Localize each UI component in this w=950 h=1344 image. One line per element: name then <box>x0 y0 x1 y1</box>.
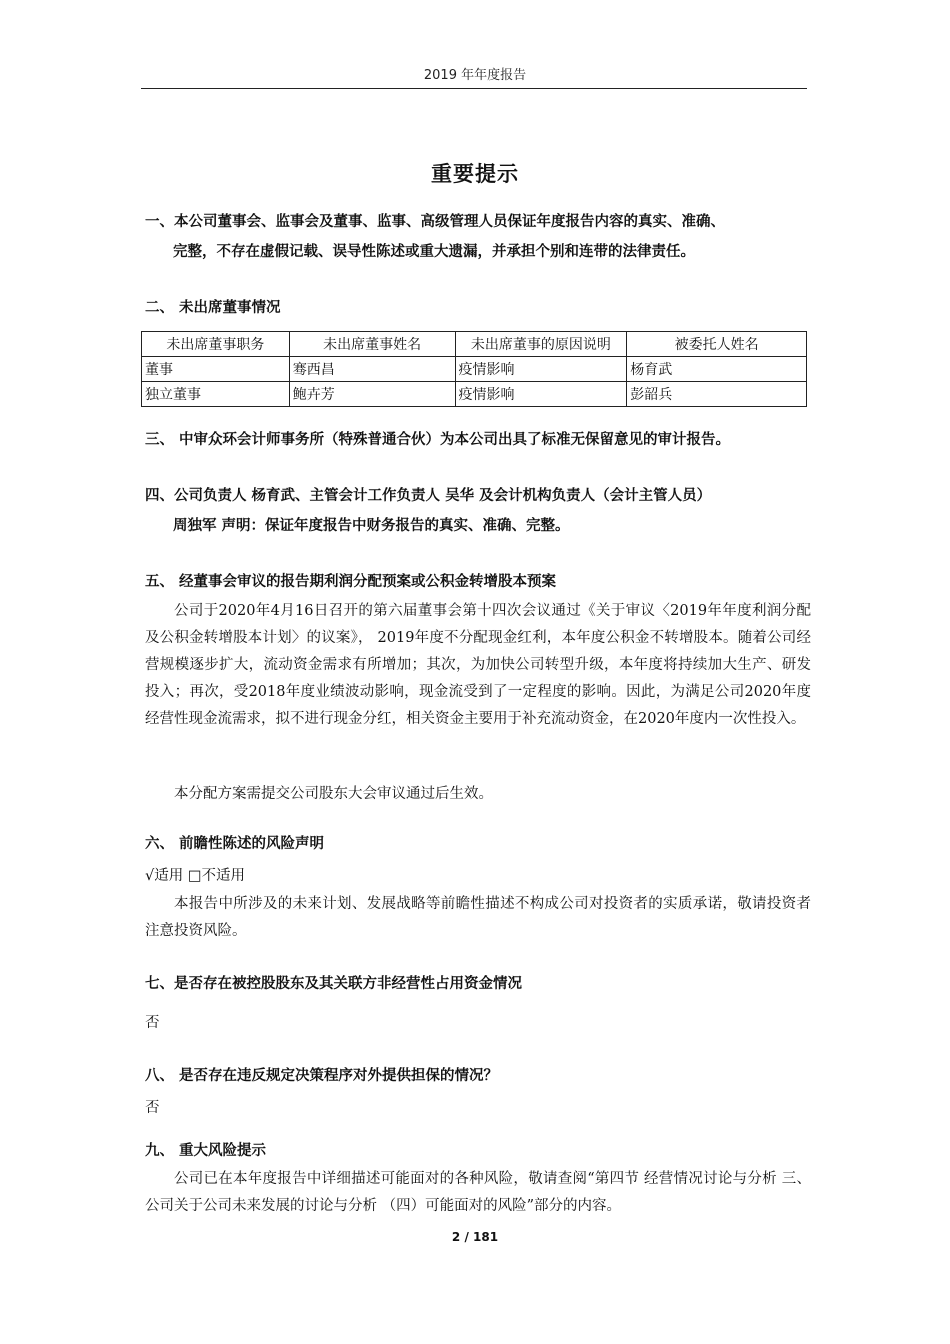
column-header: 未出席董事的原因说明 <box>455 332 627 357</box>
section-9-paragraph: 公司已在本年度报告中详细描述可能面对的各种风险，敬请查阅“第四节 经营情况讨论与分析 三、公司关于公司未来发展的讨论与分析 （四）可能面对的风险”部分的内容。 <box>145 1171 811 1214</box>
table-cell: 独立董事 <box>142 382 290 407</box>
table-cell: 疫情影响 <box>455 357 627 382</box>
section-3: 三、 中审众环会计师事务所（特殊普通合伙）为本公司出具了标准无保留意见的审计报告。 <box>145 432 731 448</box>
table-cell: 杨育武 <box>627 357 807 382</box>
table-cell: 鲍卉芳 <box>289 382 455 407</box>
section-4-line-1: 四、公司负责人 杨育武、主管会计工作负责人 吴华 及会计机构负责人（会计主管人员） <box>145 488 712 504</box>
section-4 <box>145 481 811 541</box>
page-number: 2 / 181 <box>451 1230 499 1244</box>
running-header: 2019 年年度报告 <box>423 68 527 83</box>
column-header: 被委托人姓名 <box>627 332 807 357</box>
table-cell: 董事 <box>142 357 290 382</box>
table-row <box>142 382 807 407</box>
section-7-heading: 七、是否存在被控股股东及其关联方非经营性占用资金情况 <box>145 976 522 992</box>
section-8-answer: 否 <box>145 1100 160 1116</box>
table-cell: 疫情影响 <box>455 382 627 407</box>
section-6-paragraph: 本报告中所涉及的未来计划、发展战略等前瞻性描述不构成公司对投资者的实质承诺，敬请投资者注意投资风险。 <box>145 896 811 939</box>
applicability-options: √适用 □不适用 <box>145 868 246 884</box>
page-title: 重要提示 <box>431 162 519 186</box>
section-1-line-2: 完整，不存在虚假记载、误导性陈述或重大遗漏，并承担个别和连带的法律责任。 <box>173 244 695 260</box>
section-7-answer: 否 <box>145 1015 160 1031</box>
section-5-note: 本分配方案需提交公司股东大会审议通过后生效。 <box>174 786 493 802</box>
section-9-heading: 九、 重大风险提示 <box>145 1143 267 1159</box>
section-2-heading: 二、 未出席董事情况 <box>145 300 281 316</box>
section-5-heading: 五、 经董事会审议的报告期利润分配预案或公积金转增股本预案 <box>145 574 557 590</box>
table-cell: 骞西昌 <box>289 357 455 382</box>
section-1-line-1: 一、本公司董事会、监事会及董事、监事、高级管理人员保证年度报告内容的真实、准确、 <box>145 214 725 230</box>
section-1 <box>145 207 811 267</box>
header-rule <box>141 88 807 89</box>
column-header: 未出席董事姓名 <box>289 332 455 357</box>
section-5-paragraph: 公司于2020年4月16日召开的第六届董事会第十四次会议通过《关于审议〈2019年年度利润分配及公积金转增股本计划〉的议案》， 2019年度不分配现金红利，本年度公积金不转增股本。随着公司经营规模逐步扩大，流动资金需求有所增加；其次，为加快公司转型升级，本年度将持续加大生产、研发投入；再次，受2018年度业绩波动影响，现金流受到了一定程度的影响。因此，为满足公司2020年度经营性现金流需求，拟不进行现金分红，相关资金主要用于补充流动资金，在2020年度内一次性投入。 <box>145 603 811 727</box>
table-cell: 彭韶兵 <box>627 382 807 407</box>
column-header: 未出席董事职务 <box>142 332 290 357</box>
section-6-heading: 六、 前瞻性陈述的风险声明 <box>145 836 325 852</box>
absent-directors-table <box>141 331 807 407</box>
table-header-row <box>142 332 807 357</box>
table-row <box>142 357 807 382</box>
section-4-line-2: 周独军 声明：保证年度报告中财务报告的真实、准确、完整。 <box>173 518 570 534</box>
section-8-heading: 八、 是否存在违反规定决策程序对外提供担保的情况？ <box>145 1068 499 1084</box>
